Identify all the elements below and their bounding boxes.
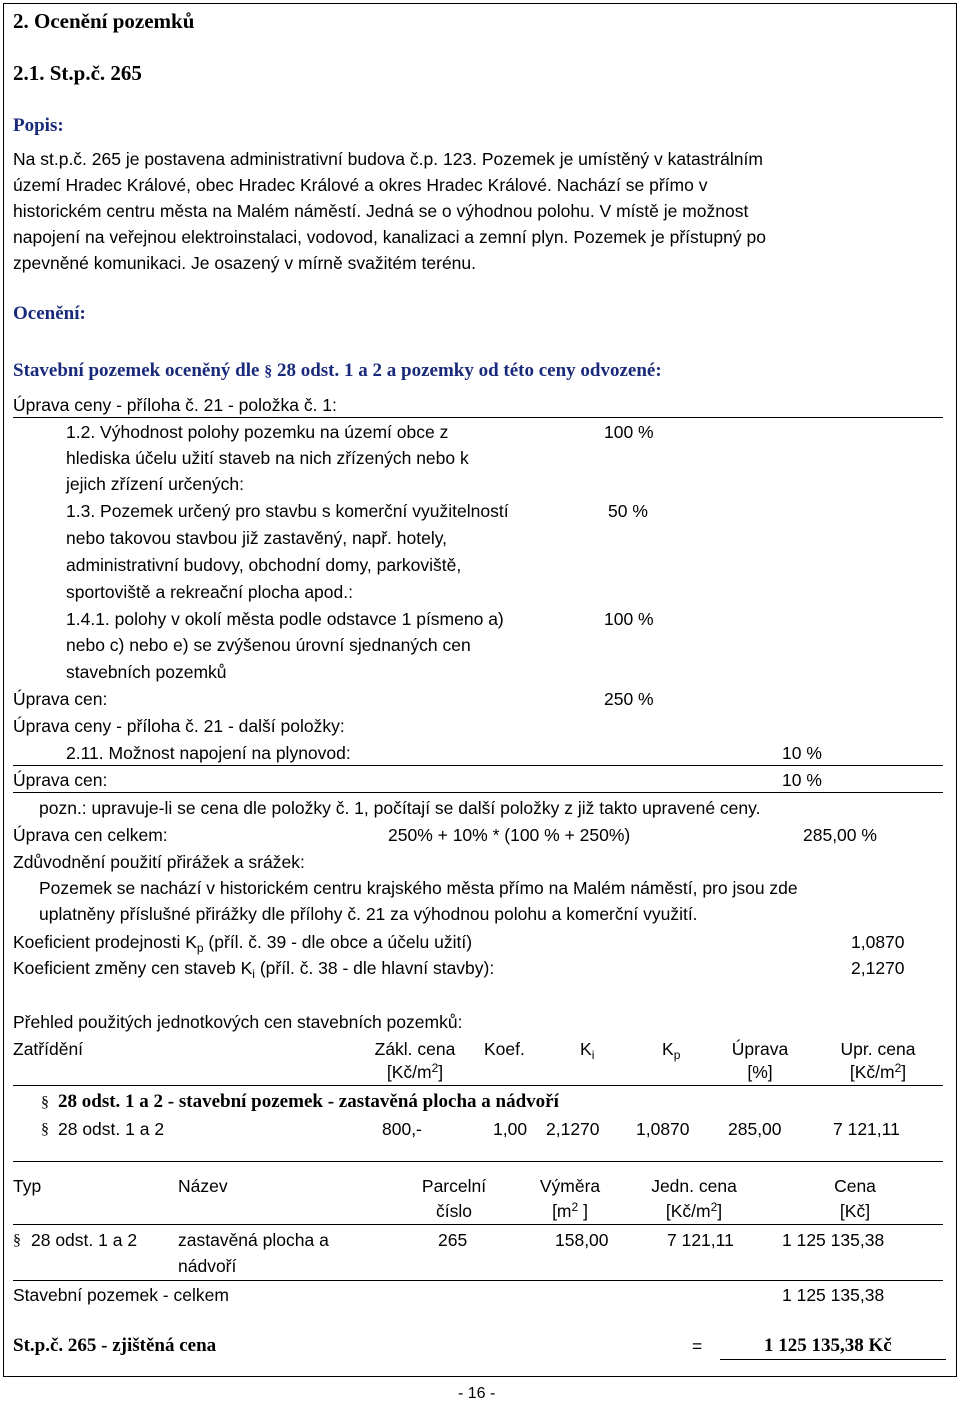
unit: [Kč/m [849, 1062, 895, 1082]
t1-cell-zakl: 800,- [382, 1119, 422, 1139]
uprava-cen-label: Úprava cen: [13, 689, 108, 709]
t1-cell-ki: 2,1270 [546, 1119, 600, 1139]
final-equals: = [692, 1336, 703, 1356]
item-line: nebo takovou stavbou již zastavěný, např. hotely, [66, 528, 448, 548]
unit: [Kč/m [665, 1201, 711, 1221]
t1-header-upr-unit [818, 1061, 938, 1083]
t2-celkem-label: Stavební pozemek - celkem [13, 1285, 229, 1305]
zduvodneni-line: uplatněny příslušné přirážky dle přílohy č. 21 za výhodnou polohu a komerční využití. [39, 904, 698, 924]
dalsi-value: 10 % [782, 743, 822, 763]
t2-header-cena: Cena [834, 1176, 876, 1196]
divider [13, 1085, 943, 1086]
section-sign: § [264, 363, 273, 380]
uprava-cen2-label: Úprava cen: [13, 770, 108, 790]
page-number: - 16 - [458, 1385, 496, 1402]
item-line: administrativní budovy, obchodní domy, parkoviště, [66, 555, 462, 575]
section-sign: § [41, 1121, 49, 1138]
t2-celkem-value: 1 125 135,38 [782, 1285, 885, 1305]
poznamka: pozn.: upravuje-li se cena dle položky č. 1, počítají se další položky z již takto upravené ceny. [39, 798, 761, 818]
final-value: 1 125 135,38 Kč [764, 1335, 892, 1356]
bracket: ] [901, 1062, 907, 1082]
t1-header-ki [580, 1038, 594, 1060]
kp-sub: p [196, 941, 204, 955]
item-value: 100 % [604, 422, 654, 442]
popis-line: napojení na veřejnou elektroinstalaci, vodovod, kanalizaci a zemní plyn. Pozemek je přístupný po [13, 227, 766, 247]
t2-header-cislo: číslo [436, 1201, 472, 1221]
dalsi-item: 2.11. Možnost napojení na plynovod: [66, 743, 351, 763]
divider [13, 417, 943, 418]
t2-header-vymera-unit [520, 1200, 620, 1222]
ki-text-b: (příl. č. 38 - dle hlavní stavby): [254, 958, 495, 978]
item-line: stavebních pozemků [66, 662, 227, 682]
ki-value: 2,1270 [851, 958, 905, 978]
t1-header-zatrideni: Zatřídění [13, 1039, 84, 1059]
t2-header-nazev: Název [178, 1176, 228, 1196]
unit: [Kč/m [386, 1062, 432, 1082]
prehled-title: Přehled použitých jednotkových cen stavebních pozemků: [13, 1012, 463, 1032]
divider [13, 765, 943, 766]
t2-header-jedn-unit [634, 1200, 754, 1222]
t1-cell-kp: 1,0870 [636, 1119, 690, 1139]
celkem-formula: 250% + 10% * (100 % + 250%) [388, 825, 631, 845]
uprava-priloha-title: Úprava ceny - příloha č. 21 - položka č. 1: [13, 395, 337, 415]
t2-header-jedn: Jedn. cena [651, 1176, 737, 1196]
kp-text-b: (příl. č. 39 - dle obce a účelu užití) [203, 932, 473, 952]
kp-text: Koeficient prodejnosti K [13, 932, 197, 952]
sup: 2 [710, 1200, 718, 1214]
stavebni-pozemek-title [13, 360, 662, 383]
t2-cell-jedn: 7 121,11 [667, 1230, 734, 1250]
popis-line: Na st.p.č. 265 je postavena administrativní budova č.p. 123. Pozemek je umístěný v katastrálním [13, 149, 763, 169]
item-line: nebo c) nebo e) se zvýšenou úrovní sjednaných cen [66, 635, 471, 655]
t1-cell-koef: 1,00 [493, 1119, 528, 1139]
celkem-label: Úprava cen celkem: [13, 825, 168, 845]
section-sign: § [41, 1094, 49, 1111]
item-value: 100 % [604, 609, 654, 629]
sup: 2 [571, 1200, 579, 1214]
sup: 2 [894, 1061, 902, 1075]
kp: K [662, 1039, 674, 1059]
koeficient-prodejnosti [13, 931, 472, 953]
divider [13, 1280, 943, 1281]
stavebni-title-b: 28 odst. 1 a 2 a pozemky od této ceny odvozené: [276, 360, 662, 381]
zduvodneni-label: Zdůvodnění použití přirážek a srážek: [13, 852, 305, 872]
stavebni-title-a: Stavební pozemek oceněný dle [13, 360, 260, 381]
item-line: 1.3. Pozemek určený pro stavbu s komerční využitelností [66, 501, 509, 521]
item-line: 1.2. Výhodnost polohy pozemku na území obce z [66, 422, 449, 442]
t1-header-kp [662, 1038, 680, 1060]
dalsi-polozky-title: Úprava ceny - příloha č. 21 - další položky: [13, 716, 345, 736]
t2-header-parcelni: Parcelní [421, 1176, 487, 1196]
t2-cell-nazev: zastavěná plocha a [178, 1230, 329, 1250]
final-underline [720, 1359, 946, 1360]
divider [13, 792, 943, 793]
t2-cell-cena: 1 125 135,38 [782, 1230, 885, 1250]
t2-cell-parcelni: 265 [438, 1230, 468, 1250]
popis-line: území Hradec Králové, obec Hradec Králové a okres Hradec Králové. Nachází se přímo v [13, 175, 708, 195]
item-line: hlediska účelu užití staveb na nich zřízených nebo k [66, 448, 469, 468]
oceneni-label: Ocenění: [13, 303, 86, 324]
t1-group-label: 28 odst. 1 a 2 - stavební pozemek - zastavěná plocha a nádvoří [58, 1091, 559, 1112]
popis-line: zpevněné komunikaci. Je osazený v mírně svažitém terénu. [13, 253, 476, 273]
t2-header-cena-unit: [Kč] [839, 1201, 871, 1221]
popis-label: Popis: [13, 115, 64, 136]
unit: [m [552, 1201, 572, 1221]
t2-cell-typ: 28 odst. 1 a 2 [31, 1230, 138, 1250]
t1-header-zakl: Zákl. cena [374, 1039, 456, 1059]
t1-cell-upr: 7 121,11 [833, 1119, 900, 1139]
subsection-heading: 2.1. St.p.č. 265 [13, 61, 142, 85]
item-line: sportoviště a rekreační plocha apod.: [66, 582, 353, 602]
divider [13, 1224, 943, 1225]
bracket: ] [578, 1201, 588, 1221]
item-line: jejich zřízení určených: [66, 474, 244, 494]
t2-cell-vymera: 158,00 [555, 1230, 609, 1250]
zduvodneni-line: Pozemek se nachází v historickém centru krajského města přímo na Malém náměstí, pro jsou zde [39, 878, 798, 898]
sup: 2 [431, 1061, 439, 1075]
t2-header-vymera: Výměra [539, 1176, 601, 1196]
section-heading: 2. Ocenění pozemků [13, 9, 195, 33]
t2-cell-nazev-cont: nádvoří [178, 1256, 237, 1276]
item-line: 1.4.1. polohy v okolí města podle odstavce 1 písmeno a) [66, 609, 504, 629]
ki-sub: i [252, 967, 255, 981]
bracket: ] [717, 1201, 723, 1221]
uprava-cen-value: 250 % [604, 689, 654, 709]
celkem-value: 285,00 % [803, 825, 877, 845]
koeficient-zmeny-cen [13, 957, 494, 979]
popis-line: historickém centru města na Malém náměstí. Jedná se o výhodnou polohu. V místě je možnost [13, 201, 749, 221]
t2-header-typ: Typ [13, 1176, 42, 1196]
sub: p [673, 1048, 681, 1062]
bracket: ] [438, 1062, 444, 1082]
kp-value: 1,0870 [851, 932, 905, 952]
item-value: 50 % [608, 501, 648, 521]
uprava-cen2-value: 10 % [782, 770, 822, 790]
t1-header-uprava: Úprava [731, 1039, 789, 1059]
t1-header-upr: Upr. cena [840, 1039, 916, 1059]
ki-text: Koeficient změny cen staveb K [13, 958, 253, 978]
final-label: St.p.č. 265 - zjištěná cena [13, 1335, 217, 1356]
t1-header-koef: Koef. [484, 1039, 525, 1059]
t1-cell-uprava: 285,00 [728, 1119, 782, 1139]
section-sign: § [13, 1232, 21, 1249]
t1-cell-zatrideni: 28 odst. 1 a 2 [58, 1119, 165, 1139]
sub: i [591, 1048, 595, 1062]
divider [13, 1161, 943, 1162]
ki: K [580, 1039, 592, 1059]
t1-header-zakl-unit [345, 1061, 485, 1083]
t1-header-uprava-unit: [%] [747, 1062, 773, 1082]
